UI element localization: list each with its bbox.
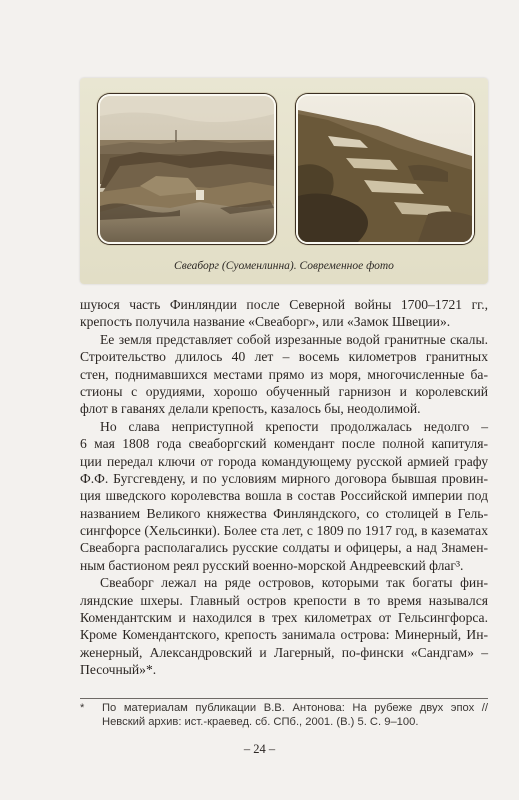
text-line: Комендантским и находился в трех километрах от Гельсингфорса. — [80, 610, 488, 626]
text-line: ции передал ключи от города командующему русской армией графу — [80, 453, 488, 469]
photo-figure — [80, 78, 488, 284]
text-line: 6 мая 1808 года свеаборгский комендант после полной капитуля- — [80, 436, 488, 452]
page-number: – 24 – — [243, 742, 276, 756]
text-line: Песочный»*. — [80, 662, 157, 678]
text-line: Но слава неприступной крепости продолжалась недолго – — [100, 418, 488, 434]
fortress-photo-right — [296, 94, 474, 244]
text-line: стионы с орудиями, хорошо обученный гарнизон и королевский — [80, 383, 488, 399]
text-line: Ф.Ф. Бугсгевдену, и по условиям мирного договора бывшая провин- — [80, 470, 488, 486]
text-line: ция шведского королевства вошла в состав Российской империи под — [80, 488, 488, 504]
paragraph — [80, 331, 488, 418]
figure-caption: Свеаборг (Суоменлинна). Современное фото — [174, 260, 394, 272]
text-line: Свеаборга располагались русские солдаты и офицеры, а над Знамен- — [80, 540, 488, 556]
text-line: женерный, Александровский и Лагерный, по-фински «Сандгам» – — [80, 644, 488, 660]
footnote-text: По материалам публикации В.В. Антонова: На рубеже двух эпох // Невский архив: ист.-краевед. сб. СПб., 2001. (В.) 5. С. 9–100. — [102, 702, 488, 728]
text-line: названием Великого княжества Финляндского, со столицей в Гель- — [80, 505, 488, 521]
paragraph — [80, 296, 488, 331]
text-line: шуюся часть Финляндии после Северной войны 1700–1721 гг., — [80, 297, 488, 312]
footnote-divider — [80, 698, 488, 699]
paragraph — [80, 418, 488, 575]
text-line: Кроме Комендантского, крепость занимала острова: Минерный, Ин- — [80, 627, 488, 643]
paragraph — [80, 574, 488, 678]
text-line: ляндские шхеры. Главный остров крепости в то время назывался — [80, 592, 488, 608]
text-line: Ее земля представляет собой изрезанные водой гранитные скалы. — [100, 331, 488, 347]
fortress-photo-left — [98, 94, 276, 244]
body-text — [80, 296, 488, 679]
text-line: стен, поднимавшихся местами прямо из моря, многочисленные ба- — [80, 366, 488, 382]
text-line: крепость получила название «Свеаборг», или «Замок Швеции». — [80, 314, 451, 330]
footnote-marker: * — [80, 702, 85, 714]
footnote — [80, 702, 488, 729]
text-line: ным бастионом реял русский военно-морской Андреевский флаг³. — [80, 557, 464, 573]
text-line: Свеаборг лежал на ряде островов, которыми так богаты фин- — [100, 575, 488, 591]
text-line: Строительство длилось 40 лет – восемь километров гранитных — [80, 349, 488, 365]
text-line: сингфорсе (Хельсинки). Более ста лет, с 1809 по 1917 год, в казематах — [80, 523, 488, 539]
text-line: флот в гаванях делали крепость, казалось бы, неодолимой. — [80, 401, 421, 417]
